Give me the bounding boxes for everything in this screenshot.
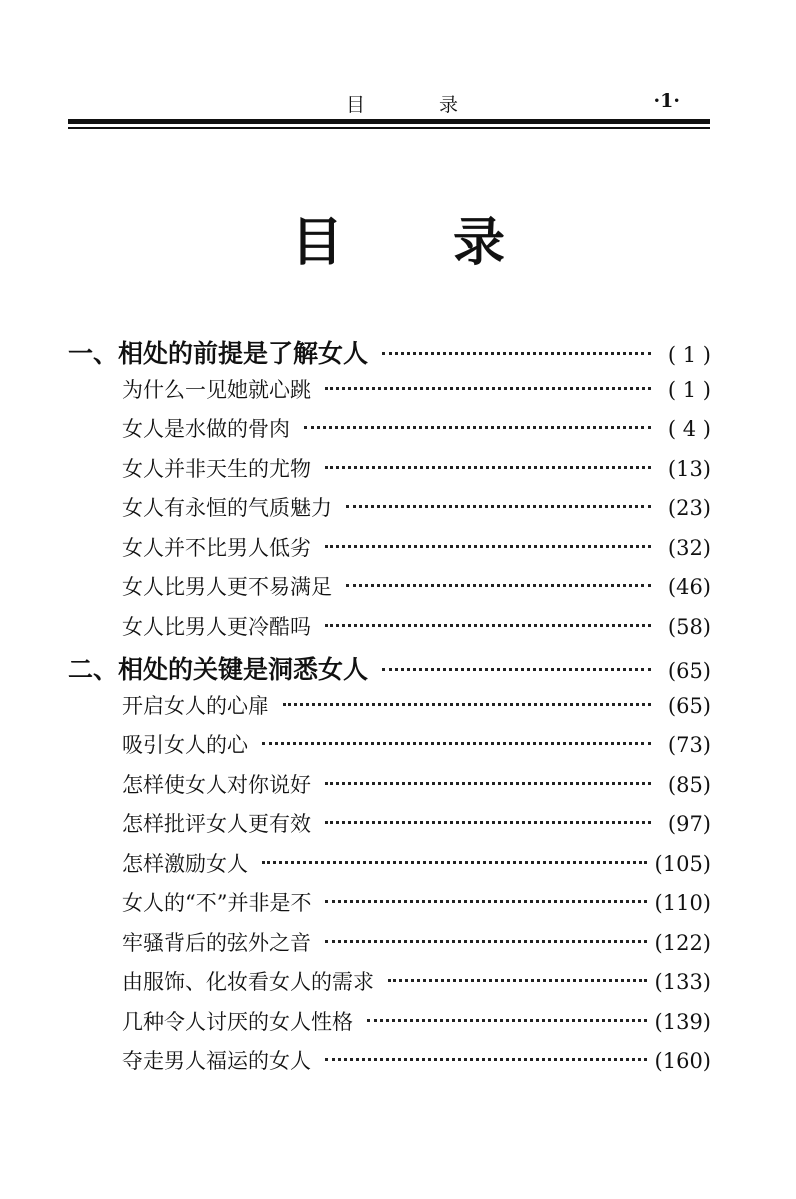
dot-leader <box>346 505 651 508</box>
toc-entry-label: 吸引女人的心 <box>122 733 248 757</box>
toc-section-entry <box>68 1006 711 1046</box>
toc-entry-label: 二、相处的关键是洞悉女人 <box>68 655 369 684</box>
toc-entry-label: 开启女人的心扉 <box>122 693 269 718</box>
dot-leader <box>367 1019 647 1022</box>
toc-entry-page: (65) <box>667 693 711 718</box>
toc-entry-page: ( 1 ) <box>667 377 711 402</box>
toc-section-entry <box>68 927 711 967</box>
toc-entry-label: 女人有永恒的气质魅力 <box>122 496 332 520</box>
toc-section-entry <box>68 611 711 651</box>
dot-leader <box>262 742 651 745</box>
table-of-contents <box>68 334 711 1085</box>
dot-leader <box>325 821 651 824</box>
toc-entry-page: ( 4 ) <box>667 417 711 441</box>
dot-leader <box>325 1058 647 1061</box>
toc-entry-page: (139) <box>654 1009 711 1034</box>
toc-section-entry <box>68 453 711 493</box>
toc-entry-page: (110) <box>654 891 711 915</box>
toc-section-entry <box>68 966 711 1006</box>
toc-entry-label: 怎样批评女人更有效 <box>122 812 311 836</box>
dot-leader <box>325 545 651 548</box>
toc-entry-label: 牢骚背后的弦外之音 <box>122 930 311 955</box>
toc-section-entry <box>68 690 711 730</box>
header-rule-thick <box>68 119 710 124</box>
toc-entry-page: (73) <box>667 733 711 757</box>
dot-leader <box>325 624 651 627</box>
toc-section-entry <box>68 492 711 532</box>
toc-section-entry <box>68 1045 711 1085</box>
toc-entry-page: (105) <box>654 851 711 876</box>
toc-entry-label: 女人的“不”并非是不 <box>122 891 312 915</box>
toc-entry-page: (13) <box>667 456 711 481</box>
page-title: 目录 <box>290 213 615 273</box>
toc-entry-label: 夺走男人福运的女人 <box>122 1049 311 1073</box>
toc-entry-label: 女人并不比男人低劣 <box>122 535 311 560</box>
toc-section-entry <box>68 729 711 769</box>
toc-entry-label: 怎样激励女人 <box>122 851 248 876</box>
dot-leader <box>325 466 651 469</box>
toc-entry-page: (160) <box>654 1049 711 1073</box>
toc-section-entry <box>68 532 711 572</box>
toc-entry-label: 女人比男人更冷酷吗 <box>122 614 311 639</box>
toc-entry-label: 怎样使女人对你说好 <box>122 772 311 797</box>
toc-entry-page: (58) <box>667 614 711 639</box>
toc-entry-page: (65) <box>667 659 711 683</box>
toc-entry-label: 为什么一见她就心跳 <box>122 377 311 402</box>
toc-entry-label: 女人比男人更不易满足 <box>122 575 332 599</box>
dot-leader <box>304 426 651 429</box>
toc-entry-page: (122) <box>654 930 711 955</box>
toc-entry-label: 几种令人讨厌的女人性格 <box>122 1009 353 1034</box>
toc-entry-page: (133) <box>654 970 711 994</box>
toc-entry-label: 女人是水做的骨肉 <box>122 417 290 441</box>
toc-section-entry <box>68 374 711 414</box>
running-title: 目 录 <box>346 94 493 116</box>
toc-chapter-entry <box>68 650 711 690</box>
dot-leader <box>325 782 651 785</box>
toc-entry-page: (85) <box>667 772 711 797</box>
dot-leader <box>346 584 651 587</box>
toc-section-entry <box>68 887 711 927</box>
toc-section-entry <box>68 571 711 611</box>
dot-leader <box>325 387 651 390</box>
toc-entry-page: (46) <box>667 575 711 599</box>
toc-section-entry <box>68 808 711 848</box>
toc-chapter-entry <box>68 334 711 374</box>
toc-entry-page: (97) <box>667 812 711 836</box>
toc-entry-page: ( 1 ) <box>667 343 711 367</box>
toc-entry-label: 女人并非天生的尤物 <box>122 456 311 481</box>
running-header <box>68 82 708 118</box>
page-number: ·1· <box>653 90 680 112</box>
dot-leader <box>262 861 647 864</box>
dot-leader <box>388 979 647 982</box>
toc-section-entry <box>68 413 711 453</box>
dot-leader <box>382 668 651 671</box>
dot-leader <box>283 703 651 706</box>
toc-entry-label: 由服饰、化妆看女人的需求 <box>122 970 374 994</box>
toc-entry-label: 一、相处的前提是了解女人 <box>68 339 369 368</box>
header-rule-thin <box>68 127 710 129</box>
dot-leader <box>382 352 651 355</box>
toc-entry-page: (32) <box>667 535 711 560</box>
dot-leader <box>325 940 647 943</box>
toc-entry-page: (23) <box>667 496 711 520</box>
toc-section-entry <box>68 848 711 888</box>
toc-section-entry <box>68 769 711 809</box>
dot-leader <box>325 900 646 903</box>
